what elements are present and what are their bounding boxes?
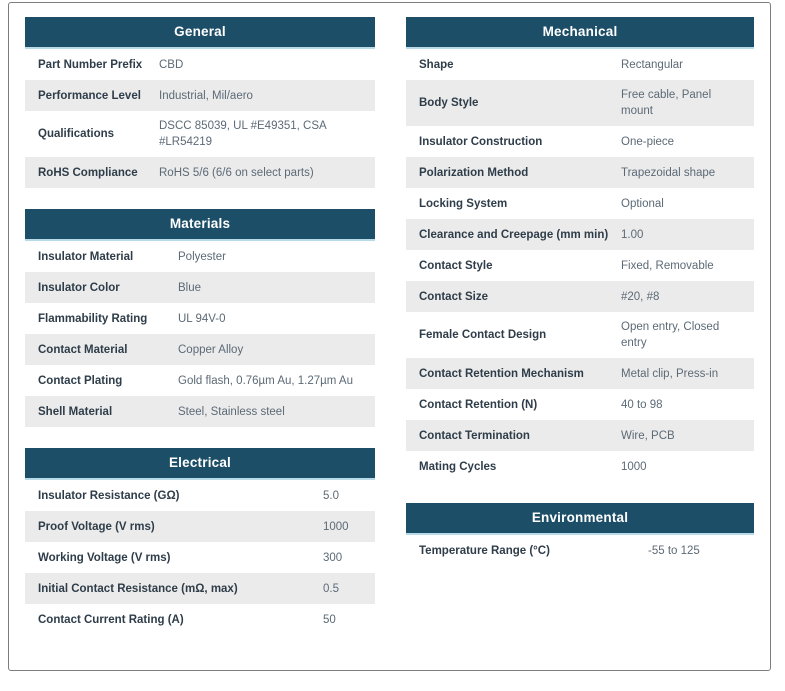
spec-value: Steel, Stainless steel [178, 405, 285, 418]
spec-value: Industrial, Mil/aero [159, 89, 253, 102]
spec-value: Trapezoidal shape [621, 166, 716, 179]
spec-label: Proof Voltage (V rms) [38, 520, 155, 533]
spec-label: Contact Current Rating (A) [38, 613, 184, 626]
spec-value: Blue [178, 281, 202, 294]
spec-value: RoHS 5/6 (6/6 on select parts) [159, 166, 314, 179]
spec-label: Clearance and Creepage (mm min) [419, 228, 609, 241]
spec-value: Copper Alloy [178, 343, 244, 356]
spec-row-proof-voltage [25, 511, 375, 542]
spec-row-part-number-prefix [25, 49, 375, 80]
spec-row-contact-plating [25, 365, 375, 396]
spec-row-contact-termination [406, 420, 754, 451]
section-electrical [25, 448, 375, 635]
spec-label: Insulator Construction [419, 135, 543, 148]
spec-value: 1000 [323, 520, 349, 533]
spec-row-performance-level [25, 80, 375, 111]
section-rows [25, 49, 375, 188]
spec-value: 0.5 [323, 582, 339, 595]
section-materials [25, 209, 375, 427]
spec-label: Shape [419, 58, 454, 71]
spec-label: Contact Style [419, 259, 493, 272]
spec-row-female-contact-design [406, 312, 754, 358]
spec-value: 50 [323, 613, 336, 626]
spec-row-shell-material [25, 396, 375, 427]
spec-value: Fixed, Removable [621, 259, 714, 272]
spec-value: Polyester [178, 250, 226, 263]
section-mechanical [406, 17, 754, 482]
section-environmental [406, 503, 754, 566]
spec-value: DSCC 85039, UL #E49351, CSA #LR54219 [159, 120, 327, 148]
spec-row-shape [406, 49, 754, 80]
section-rows [25, 480, 375, 635]
section-rows [25, 241, 375, 427]
spec-value: Free cable, Panel mount [621, 89, 712, 117]
spec-row-qualifications [25, 111, 375, 157]
section-title-electrical: Electrical [25, 448, 375, 480]
spec-row-contact-style [406, 250, 754, 281]
spec-row-insulator-material [25, 241, 375, 272]
spec-row-insulator-resistance [25, 480, 375, 511]
spec-value: 5.0 [323, 489, 339, 502]
spec-value: Wire, PCB [621, 429, 675, 442]
spec-row-insulator-color [25, 272, 375, 303]
section-general [25, 17, 375, 188]
spec-value: 1.00 [621, 228, 644, 241]
spec-value: Rectangular [621, 58, 684, 71]
spec-row-flammability-rating [25, 303, 375, 334]
spec-label: Insulator Resistance (GΩ) [38, 489, 180, 502]
section-rows [406, 49, 754, 482]
spec-row-contact-size [406, 281, 754, 312]
spec-value: Open entry, Closed entry [621, 321, 720, 349]
spec-label: Qualifications [38, 128, 115, 140]
spec-label: Body Style [419, 97, 479, 109]
spec-label: Contact Size [419, 290, 489, 303]
spec-row-contact-retention-n [406, 389, 754, 420]
spec-sheet-card [8, 2, 771, 671]
spec-value: CBD [159, 58, 184, 71]
spec-row-locking-system [406, 188, 754, 219]
spec-row-mating-cycles [406, 451, 754, 482]
spec-label: Polarization Method [419, 166, 529, 179]
spec-label: Flammability Rating [38, 312, 148, 325]
spec-value: -55 to 125 [648, 544, 700, 557]
spec-row-contact-current-rating [25, 604, 375, 635]
spec-value: Optional [621, 197, 664, 210]
spec-label: Insulator Material [38, 250, 134, 263]
spec-label: Contact Material [38, 343, 128, 356]
spec-label: RoHS Compliance [38, 166, 138, 179]
spec-label: Temperature Range (°C) [419, 544, 550, 557]
spec-label: Shell Material [38, 405, 113, 418]
spec-value: UL 94V-0 [178, 312, 226, 325]
spec-row-clearance-creepage [406, 219, 754, 250]
spec-row-initial-contact-resistance [25, 573, 375, 604]
spec-label: Locking System [419, 197, 508, 210]
spec-value: Gold flash, 0.76µm Au, 1.27µm Au [178, 374, 353, 387]
spec-value: #20, #8 [621, 290, 660, 303]
spec-label: Mating Cycles [419, 460, 497, 473]
spec-row-working-voltage [25, 542, 375, 573]
spec-label: Initial Contact Resistance (mΩ, max) [38, 582, 238, 595]
spec-label: Contact Retention Mechanism [419, 367, 584, 380]
spec-row-contact-material [25, 334, 375, 365]
section-rows [406, 535, 754, 566]
spec-value: 1000 [621, 460, 647, 473]
spec-label: Performance Level [38, 89, 141, 102]
spec-row-contact-retention-mechanism [406, 358, 754, 389]
spec-row-polarization-method [406, 157, 754, 188]
spec-value: 300 [323, 551, 343, 564]
spec-label: Part Number Prefix [38, 58, 143, 71]
spec-value: 40 to 98 [621, 398, 663, 411]
left-column [25, 17, 375, 656]
section-title-materials: Materials [25, 209, 375, 241]
spec-row-temperature-range [406, 535, 754, 566]
section-title-general: General [25, 17, 375, 49]
spec-row-rohs-compliance [25, 157, 375, 188]
section-title-environmental: Environmental [406, 503, 754, 535]
right-column [406, 17, 754, 656]
spec-label: Contact Termination [419, 429, 530, 442]
spec-label: Contact Retention (N) [419, 398, 538, 411]
spec-value: Metal clip, Press-in [621, 367, 719, 380]
section-title-mechanical: Mechanical [406, 17, 754, 49]
spec-value: One-piece [621, 135, 675, 148]
spec-label: Working Voltage (V rms) [38, 551, 171, 564]
spec-row-body-style [406, 80, 754, 126]
spec-label: Female Contact Design [419, 329, 547, 341]
spec-label: Contact Plating [38, 374, 123, 387]
spec-row-insulator-construction [406, 126, 754, 157]
spec-label: Insulator Color [38, 281, 120, 294]
